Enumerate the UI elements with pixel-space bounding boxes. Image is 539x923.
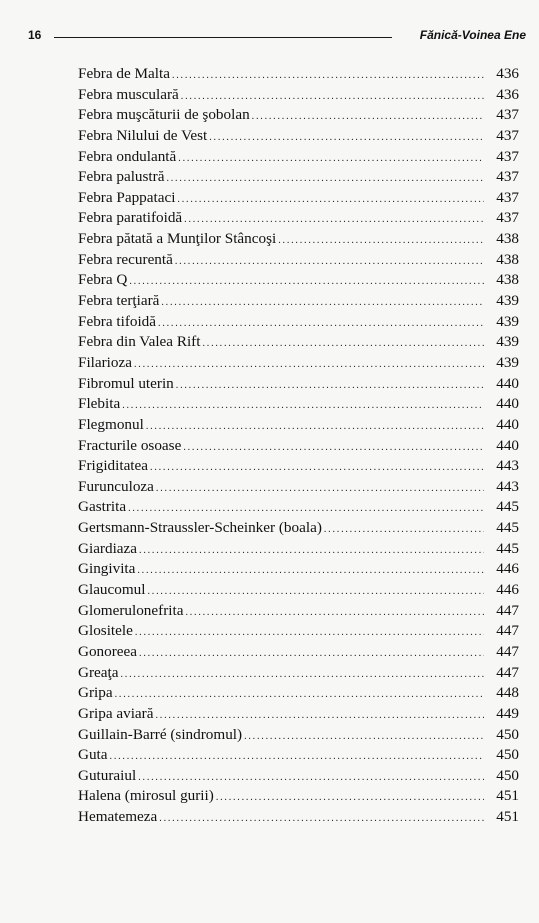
dot-leader: [147, 582, 484, 603]
toc-entry: [78, 147, 519, 168]
toc-entry: [78, 477, 519, 498]
toc-entry: [78, 539, 519, 560]
dot-leader: [128, 499, 484, 520]
toc-entry: [78, 621, 519, 642]
toc-entry-title: Febra tifoidă: [78, 312, 157, 330]
toc-entry-page: 447: [496, 663, 519, 681]
toc-entry: [78, 725, 519, 746]
dot-leader: [159, 809, 484, 830]
toc-entry-page: 440: [496, 374, 519, 392]
toc-entry-page: 447: [496, 601, 519, 619]
toc-entry-title: Gripa: [78, 684, 113, 702]
toc-entry: [78, 250, 519, 271]
toc-entry-title: Giardiaza: [78, 539, 138, 557]
toc-entry-title: Gastrita: [78, 498, 127, 516]
toc-entry-page: 438: [496, 230, 519, 248]
dot-leader: [244, 727, 484, 748]
toc-entry-page: 443: [496, 477, 519, 495]
toc-entry-title: Febra ondulantă: [78, 147, 177, 165]
toc-entry-title: Gingivita: [78, 560, 136, 578]
toc-entry-title: Fibromul uterin: [78, 374, 174, 392]
page-number: 16: [28, 28, 42, 42]
toc-entry-title: Febra din Valea Rift: [78, 333, 201, 351]
toc-entry-page: 445: [496, 519, 519, 537]
toc-entry-title: Hematemeza: [78, 808, 158, 826]
toc-entry: [78, 663, 519, 684]
dot-leader: [122, 396, 484, 417]
toc-entry-title: Febra Pappataci: [78, 188, 176, 206]
toc-entry-title: Guillain-Barré (sindromul): [78, 725, 243, 743]
toc-entry-title: Febra muşcăturii de şobolan: [78, 106, 250, 124]
toc-entry-page: 443: [496, 457, 519, 475]
toc-entry-title: Frigiditatea: [78, 457, 149, 475]
toc-entry: [78, 786, 519, 807]
toc-entry-page: 449: [496, 704, 519, 722]
toc-entry-page: 437: [496, 106, 519, 124]
toc-entry-title: Febra palustră: [78, 168, 165, 186]
toc-entry-page: 438: [496, 271, 519, 289]
dot-leader: [138, 768, 484, 789]
toc-entry-title: Fracturile osoase: [78, 436, 182, 454]
toc-entry: [78, 642, 519, 663]
toc-entry-title: Furunculoza: [78, 477, 154, 495]
toc-entry-page: 450: [496, 725, 519, 743]
toc-entry: [78, 766, 519, 787]
toc-entry: [78, 374, 519, 395]
toc-entry: [78, 229, 519, 250]
toc-entry-title: Gertsmann-Straussler-Scheinker (boala): [78, 519, 322, 537]
toc-entry: [78, 436, 519, 457]
toc-entry: [78, 704, 519, 725]
dot-leader: [135, 623, 484, 644]
toc-entry-page: 445: [496, 498, 519, 516]
toc-entry: [78, 312, 519, 333]
dot-leader: [177, 190, 484, 211]
toc-entry-title: Flebita: [78, 395, 121, 413]
toc-entry-page: 451: [496, 787, 519, 805]
toc-entry-page: 439: [496, 312, 519, 330]
header-rule: [54, 37, 392, 38]
dot-leader: [155, 706, 484, 727]
toc-entry-page: 437: [496, 147, 519, 165]
running-header: [28, 28, 526, 44]
dot-leader: [176, 376, 484, 397]
dot-leader: [172, 66, 484, 87]
toc-entry: [78, 208, 519, 229]
toc-entry-page: 446: [496, 581, 519, 599]
toc-entry: [78, 332, 519, 353]
toc-entry-title: Febra de Malta: [78, 65, 170, 82]
toc-entry-page: 445: [496, 539, 519, 557]
dot-leader: [178, 149, 484, 170]
dot-leader: [252, 107, 484, 128]
toc-entry: [78, 291, 519, 312]
toc-entry: [78, 518, 519, 539]
dot-leader: [156, 479, 484, 500]
toc-entry-title: Febra recurentă: [78, 250, 173, 268]
toc-entry-page: 440: [496, 395, 519, 413]
toc-entry: [78, 85, 519, 106]
toc-entry: [78, 415, 519, 436]
dot-leader: [181, 87, 484, 108]
toc-entry-page: 440: [496, 436, 519, 454]
toc-entry-title: Glaucomul: [78, 581, 146, 599]
toc-entry-title: Febra Q: [78, 271, 128, 289]
toc-entry: [78, 497, 519, 518]
dot-leader: [324, 520, 484, 541]
toc-entry: [78, 807, 519, 828]
toc-entry-page: 439: [496, 333, 519, 351]
toc-entry-title: Halena (mirosul gurii): [78, 787, 214, 805]
toc-entry-page: 437: [496, 188, 519, 206]
dot-leader: [134, 355, 484, 376]
toc-entry-page: 450: [496, 746, 519, 764]
toc-entry-page: 438: [496, 250, 519, 268]
toc-entry-title: Gonoreea: [78, 642, 138, 660]
toc-entry-title: Febra terţiară: [78, 292, 160, 310]
toc-entry-page: 437: [496, 209, 519, 227]
dot-leader: [150, 458, 484, 479]
table-of-contents: [78, 64, 519, 828]
dot-leader: [158, 314, 484, 335]
toc-entry-title: Guta: [78, 746, 108, 764]
dot-leader: [278, 231, 484, 252]
toc-entry-title: Febra pătată a Munţilor Stâncoşi: [78, 230, 277, 248]
toc-entry: [78, 601, 519, 622]
dot-leader: [110, 747, 484, 768]
toc-entry-title: Guturaiul: [78, 766, 137, 784]
toc-entry-title: Filarioza: [78, 353, 132, 371]
toc-entry-page: 447: [496, 642, 519, 660]
toc-entry: [78, 188, 519, 209]
toc-entry: [78, 683, 519, 704]
toc-entry: [78, 105, 519, 126]
dot-leader: [129, 272, 484, 293]
toc-entry-title: Gripa aviară: [78, 704, 154, 722]
dot-leader: [115, 685, 484, 706]
toc-entry: [78, 394, 519, 415]
dot-leader: [209, 128, 484, 149]
toc-entry-page: 447: [496, 622, 519, 640]
toc-entry-page: 450: [496, 766, 519, 784]
dot-leader: [202, 334, 484, 355]
dot-leader: [139, 644, 484, 665]
toc-entry: [78, 353, 519, 374]
toc-entry-page: 439: [496, 292, 519, 310]
dot-leader: [139, 541, 484, 562]
dot-leader: [183, 438, 484, 459]
toc-entry-title: Febra paratifoidă: [78, 209, 183, 227]
dot-leader: [161, 293, 484, 314]
toc-entry: [78, 580, 519, 601]
toc-entry-page: 451: [496, 808, 519, 826]
toc-entry-title: Febra Nilului de Vest: [78, 126, 208, 144]
toc-entry-page: 436: [496, 85, 519, 103]
dot-leader: [216, 788, 484, 809]
dot-leader: [185, 603, 484, 624]
dot-leader: [146, 417, 484, 438]
toc-entry: [78, 167, 519, 188]
toc-entry-page: 440: [496, 415, 519, 433]
toc-entry-page: 437: [496, 126, 519, 144]
toc-entry-title: Greaţa: [78, 663, 119, 681]
author-name: Fănică-Voinea Ene: [419, 28, 526, 42]
toc-entry-title: Glomerulonefrita: [78, 601, 184, 619]
toc-entry-page: 448: [496, 684, 519, 702]
toc-entry: [78, 559, 519, 580]
dot-leader: [120, 665, 484, 686]
dot-leader: [137, 561, 484, 582]
toc-entry: [78, 456, 519, 477]
toc-entry-page: 437: [496, 168, 519, 186]
toc-entry-page: 439: [496, 353, 519, 371]
toc-entry: [78, 126, 519, 147]
toc-entry-title: Glositele: [78, 622, 133, 640]
toc-entry: [78, 745, 519, 766]
toc-entry: [78, 64, 519, 85]
dot-leader: [166, 169, 484, 190]
toc-entry-page: 436: [496, 65, 519, 82]
dot-leader: [175, 252, 484, 273]
toc-entry-title: Flegmonul: [78, 415, 144, 433]
dot-leader: [184, 210, 484, 231]
toc-entry: [78, 270, 519, 291]
toc-entry-title: Febra musculară: [78, 85, 179, 103]
toc-entry-page: 446: [496, 560, 519, 578]
